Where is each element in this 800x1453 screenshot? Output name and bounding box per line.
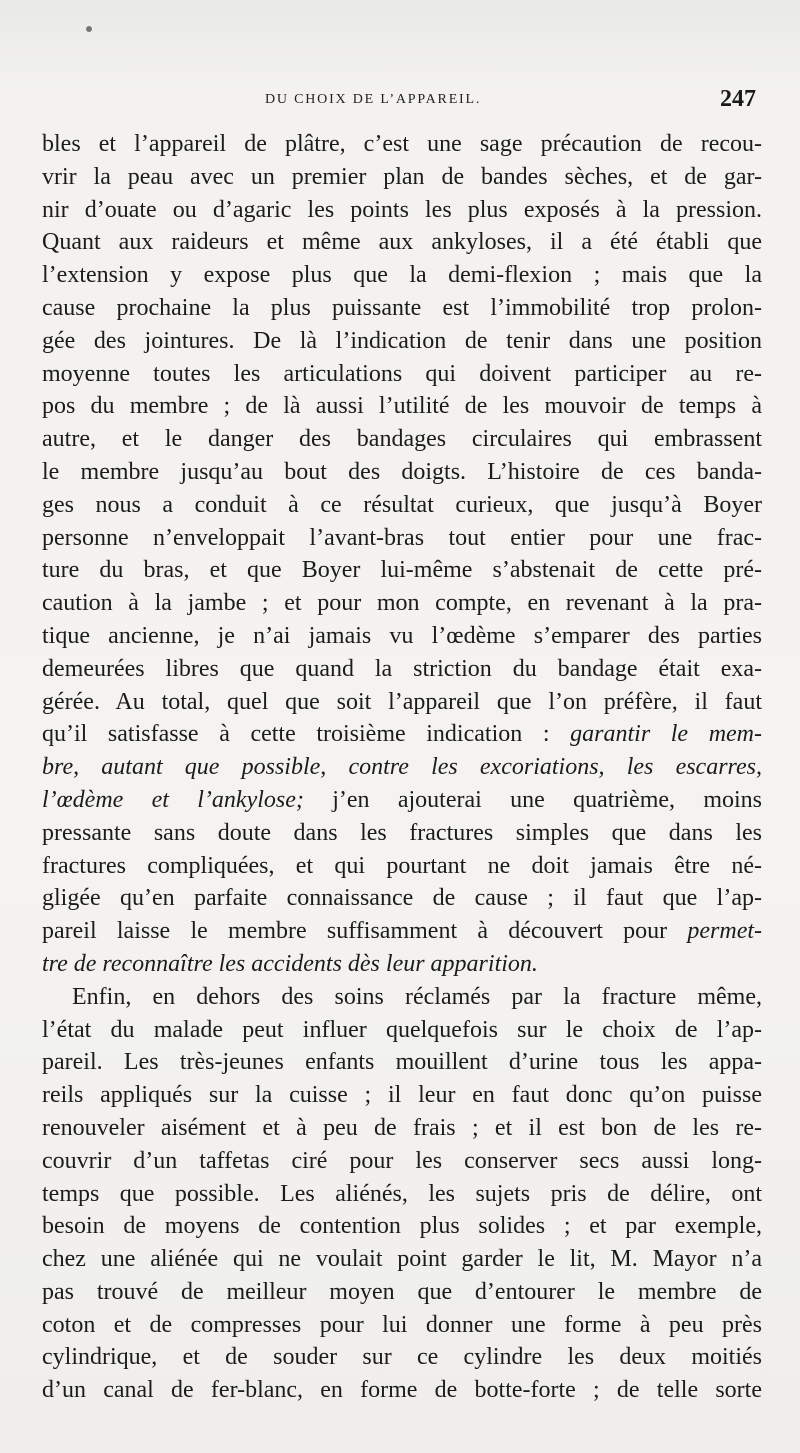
- italic-segment: garantir le mem-: [570, 721, 763, 748]
- text-line: l’extension y expose plus que la demi-flexion ; mais que la: [42, 262, 762, 289]
- text-line: couvrir d’un taffetas ciré pour les conserver secs aussi long-: [42, 1147, 762, 1174]
- text-line: gérée. Au total, quel que soit l’appareil que l’on préfère, il faut: [42, 688, 762, 715]
- text-line: caution à la jambe ; et pour mon compte, en revenant à la pra-: [42, 590, 762, 617]
- text-line: besoin de moyens de contention plus solides ; et par exemple,: [42, 1213, 762, 1240]
- text-line: personne n’enveloppait l’avant-bras tout entier pour une frac-: [42, 524, 762, 551]
- text-line: gligée qu’en parfaite connaissance de cause ; il faut que l’ap-: [42, 885, 762, 912]
- text-line: ture du bras, et que Boyer lui-même s’abstenait de cette pré-: [42, 557, 762, 584]
- text-line: chez une aliénée qui ne voulait point garder le lit, M. Mayor n’a: [42, 1246, 762, 1273]
- text-line: bles et l’appareil de plâtre, c’est une sage précaution de recou-: [42, 131, 762, 157]
- text-line-mixed: [42, 784, 762, 817]
- text-line: nir d’ouate ou d’agaric les points les plus exposés à la pression.: [42, 196, 762, 223]
- text-line: renouveler aisément et à peu de frais ; et il est bon de les re-: [42, 1114, 762, 1141]
- page-header: [40, 86, 760, 122]
- text-line-mixed: [42, 718, 762, 751]
- text-line: temps que possible. Les aliénés, les sujets pris de délire, ont: [42, 1180, 762, 1207]
- text-line: le membre jusqu’au bout des doigts. L’histoire de ces banda-: [42, 458, 762, 485]
- text-line: pareil. Les très-jeunes enfants mouillent d’urine tous les appa-: [42, 1049, 762, 1076]
- text-line: tique ancienne, je n’ai jamais vu l’œdème s’emparer des parties: [42, 622, 762, 649]
- running-head: DU CHOIX DE L’APPAREIL.: [265, 92, 482, 107]
- text-line: pos du membre ; de là aussi l’utilité de les mouvoir de temps à: [42, 393, 762, 420]
- italic-segment: permet-: [687, 918, 763, 945]
- text-line: autre, et le danger des bandages circulaires qui embrassent: [42, 426, 762, 453]
- ink-speck: [86, 26, 92, 32]
- text-line-mixed: [42, 915, 762, 948]
- text-segment: j’en ajouterai une quatrième, moins: [332, 786, 763, 813]
- text-line: cylindrique, et de souder sur ce cylindre les deux moitiés: [42, 1344, 762, 1371]
- text-line: pressante sans doute dans les fractures simples que dans les: [42, 819, 762, 846]
- text-segment: qu’il satisfasse à cette troisième indication :: [42, 721, 550, 748]
- text-line: Enfin, en dehors des soins réclamés par la fracture même,: [72, 983, 762, 1010]
- body-text: [42, 128, 762, 1407]
- text-line: demeurées libres que quand la striction du bandage était exa-: [42, 655, 762, 682]
- text-line: fractures compliquées, et qui pourtant ne doit jamais être né-: [42, 852, 762, 879]
- page-number: 247: [720, 86, 756, 112]
- text-line: moyenne toutes les articulations qui doivent participer au re-: [42, 360, 762, 387]
- text-line-italic: bre, autant que possible, contre les excoriations, les escarres,: [42, 754, 762, 781]
- text-line: reils appliqués sur la cuisse ; il leur en faut donc qu’on puisse: [42, 1082, 762, 1109]
- text-line: cause prochaine la plus puissante est l’immobilité trop prolon-: [42, 294, 762, 321]
- text-line: coton et de compresses pour lui donner une forme à peu près: [42, 1311, 762, 1338]
- italic-segment: l’œdème et l’ankylose;: [42, 786, 304, 813]
- text-line: gée des jointures. De là l’indication de tenir dans une position: [42, 327, 762, 354]
- text-line: vrir la peau avec un premier plan de bandes sèches, et de gar-: [42, 163, 762, 190]
- text-line: pas trouvé de meilleur moyen que d’entourer le membre de: [42, 1278, 762, 1305]
- text-line: ges nous a conduit à ce résultat curieux, que jusqu’à Boyer: [42, 491, 762, 518]
- text-line-italic: tre de reconnaître les accidents dès leur apparition.: [42, 950, 538, 977]
- text-line: Quant aux raideurs et même aux ankyloses, il a été établi que: [42, 229, 762, 256]
- text-line: l’état du malade peut influer quelquefois sur le choix de l’ap-: [42, 1016, 762, 1043]
- text-line: d’un canal de fer-blanc, en forme de botte-forte ; de telle sorte: [42, 1377, 762, 1404]
- text-segment: pareil laisse le membre suffisamment à découvert pour: [42, 918, 668, 945]
